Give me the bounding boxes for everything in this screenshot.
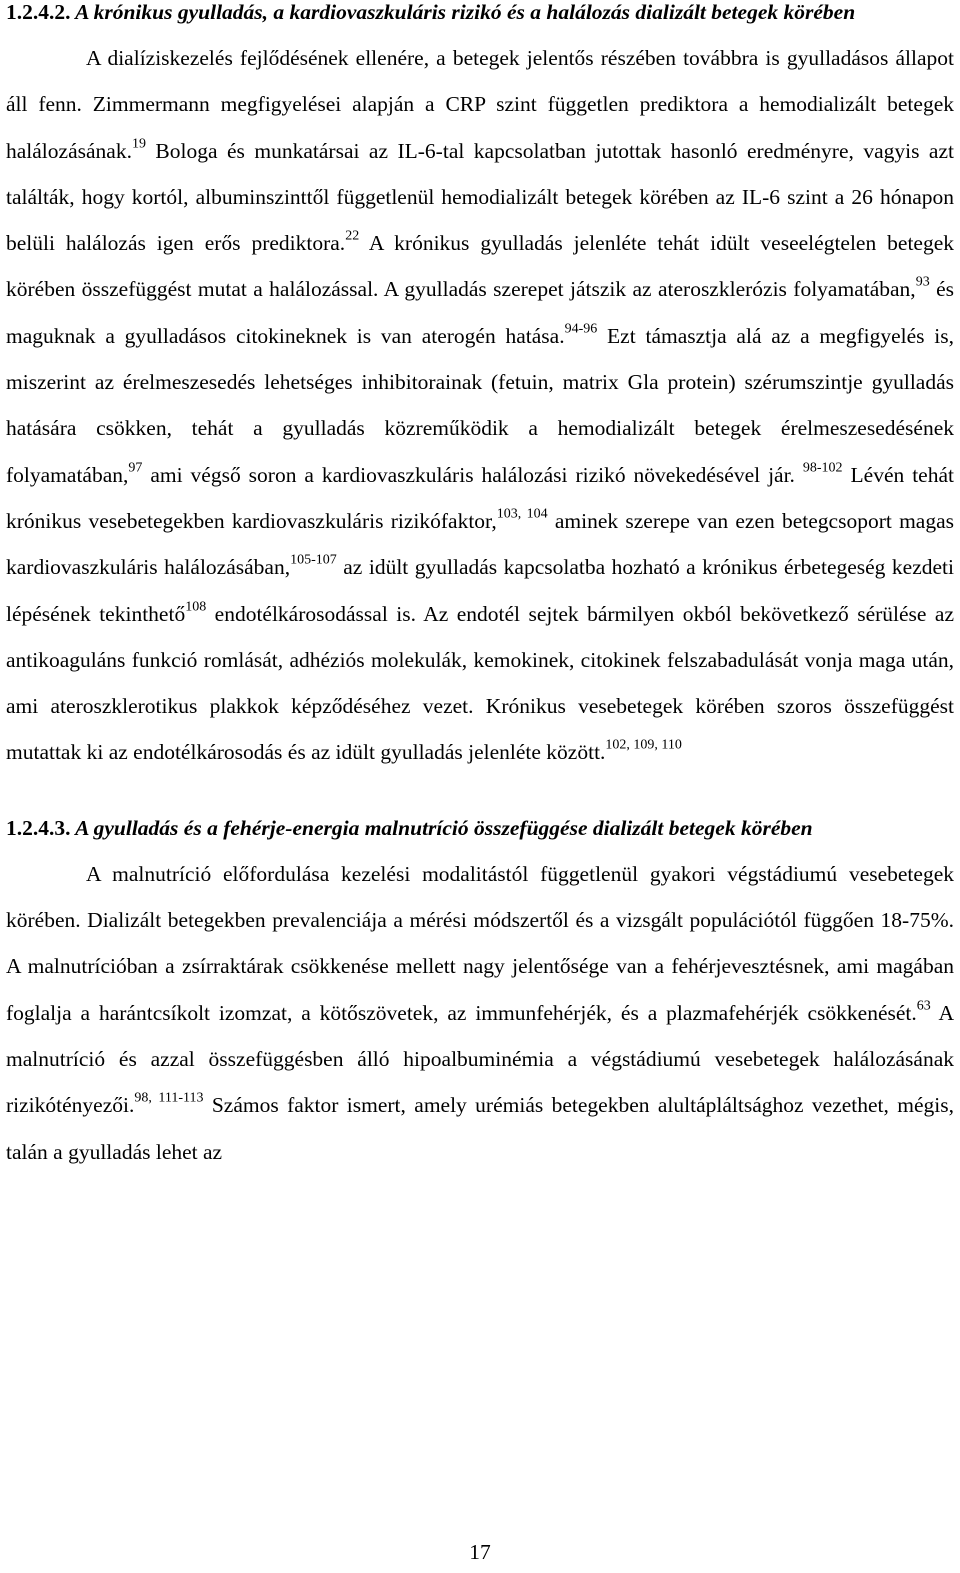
citation-superscript: 108 — [185, 599, 207, 615]
text-run: és maguknak a gyulladásos citokineknek is van aterogén hatása. — [6, 277, 954, 348]
section-number-2: 1.2.4.3. — [6, 815, 71, 840]
citation-superscript: 98, 111-113 — [134, 1090, 204, 1106]
text-run: Ezt támasztja alá az a megfigyelés is, miszerint az érelmeszesedés lehetséges inhibitorainak (fetuin, matrix Gla protein) szérumszintje gyulladás hatására csökken, tehát a gyulladás közreműködik a hemodializált betegek érelmeszesedésének folyamatában, — [6, 323, 955, 487]
citation-superscript: 102, 109, 110 — [605, 737, 682, 753]
text-run: A malnutríció és azzal összefüggésben álló hipoalbuminémia a végstádiumú vesebetegek halálozásának rizikótényezői. — [6, 1000, 955, 1118]
text-run: ami végső soron a kardiovaszkuláris halálozási rizikó növekedésével jár. — [142, 462, 803, 487]
text-run: Számos faktor ismert, amely urémiás betegekben alultápláltsághoz vezethet, mégis, talán a gyulladás lehet az — [6, 1093, 955, 1164]
section-title-1: A krónikus gyulladás, a kardiovaszkuláris rizikó és a halálozás dializált betegek körében — [75, 0, 856, 24]
text-run: endotélkárosodással is. Az endotél sejtek bármilyen okból bekövetkező sérülése az antikoaguláns funkció romlását, adhéziós molekulák, kemokinek, citokinek felszabadulását vonja maga után, ami ateroszklerotikus plakkok képződéséhez vezet. Krónikus vesebetegek körében szoros összefüggést mutattak ki az endotélkárosodás és az idült gyulladás jelenléte között. — [6, 601, 954, 765]
text-run: A dialíziskezelés fejlődésének ellenére, a betegek jelentős részében továbbra is gyulladásos állapot áll fenn. Zimmermann megfigyelései alapján a CRP szint független prediktora a hemodializált betegek halálozásának. — [6, 46, 954, 163]
citation-superscript: 63 — [916, 998, 931, 1014]
text-run: Bologa és munkatársai az IL-6-tal kapcsolatban jutottak hasonló eredményre, vagyis azt találták, hogy kortól, albuminszinttől függetlenül hemodializált betegek körében az IL-6 szint a 26 hónapon belüli halálozás igen erős prediktora. — [6, 138, 954, 256]
citation-superscript: 22 — [345, 228, 360, 244]
citation-superscript: 98-102 — [802, 460, 843, 476]
section-number-1: 1.2.4.2. — [6, 0, 71, 24]
section-title-2: A gyulladás és a fehérje-energia malnutríció összefüggése dializált betegek körében — [75, 815, 813, 840]
text-run: az idült gyulladás kapcsolatba hozható a krónikus érbetegeség kezdeti lépésének tekinthető — [6, 555, 955, 626]
citation-superscript: 19 — [131, 136, 146, 152]
citation-superscript: 93 — [915, 274, 930, 290]
citation-superscript: 105-107 — [290, 552, 337, 568]
section-heading-1 — [6, 0, 954, 35]
body-paragraph-2 — [6, 851, 954, 1175]
text-run: A krónikus gyulladás jelenléte tehát idült veseelégtelen betegek körében összefüggést mutat a halálozással. A gyulladás szerepet játszik az ateroszklerózis folyamatában, — [6, 231, 954, 302]
document-page — [6, 0, 954, 1175]
text-run: A malnutríció előfordulása kezelési modalitástól függetlenül gyakori végstádiumú vesebetegek körében. Dializált betegekben prevalenciája a mérési módszertől és a vizsgált populációtól függően 18-75%. A malnutrícióban a zsírraktárak csökkenése mellett nagy jelentősége van a fehérjevesztésnek, ami magában foglalja a harántcsíkolt izomzat, a kötőszövetek, az immunfehérjék, és a plazmafehérjék csökkenését. — [6, 861, 954, 1025]
page-number: 17 — [469, 1540, 491, 1564]
section-spacer — [6, 776, 954, 806]
body-paragraph-1 — [6, 35, 954, 776]
section-heading-2 — [6, 806, 954, 851]
citation-superscript: 97 — [128, 460, 143, 476]
text-run: aminek szerepe van ezen betegcsoport magas kardiovaszkuláris halálozásában, — [6, 508, 954, 580]
text-run: Lévén tehát krónikus vesebetegekben kardiovaszkuláris rizikófaktor, — [6, 462, 954, 533]
citation-superscript: 94-96 — [564, 321, 598, 337]
citation-superscript: 103, 104 — [496, 506, 548, 522]
